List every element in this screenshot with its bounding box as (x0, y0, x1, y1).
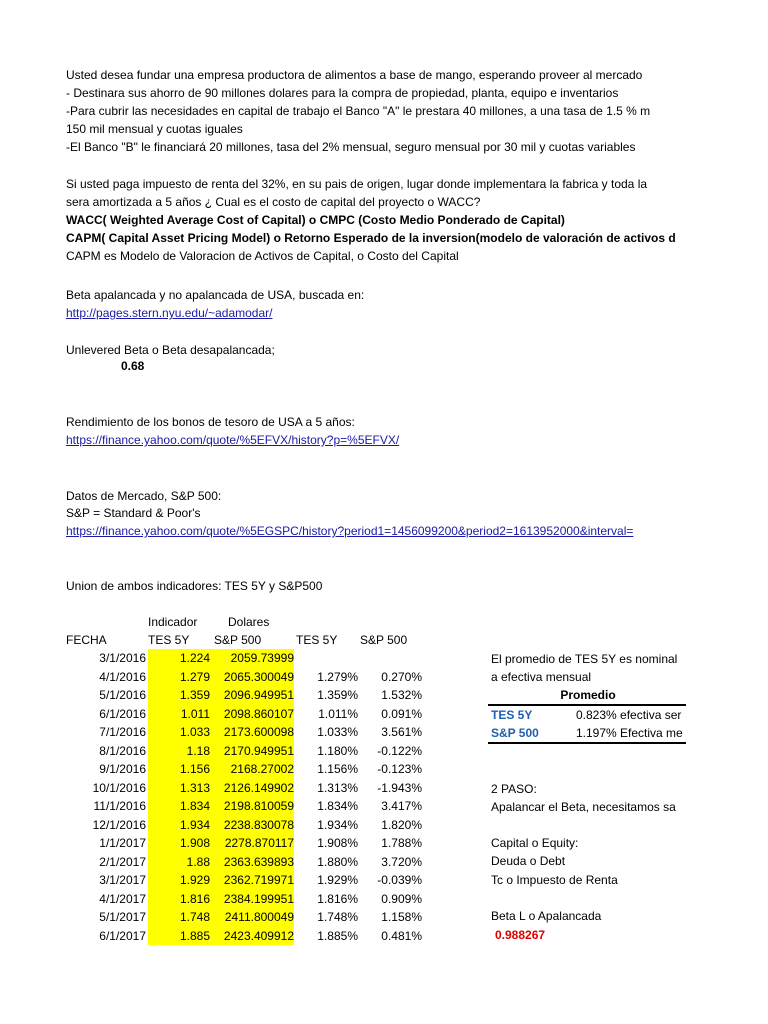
intro-line-5: -El Banco "B" le financiará 20 millones, tasa del 2% mensual, seguro mensual por 30 mil y cuotas variables (66, 140, 636, 154)
beta-levered-label: Beta L o Apalancada (491, 909, 602, 923)
header-fecha: FECHA (66, 633, 107, 647)
cell-tes-pct: 1.033% (317, 725, 358, 739)
intro-line-4: 150 mil mensual y cuotas iguales (66, 122, 243, 136)
cell-tes: 1.934 (179, 818, 210, 832)
beta-heading: Beta apalancada y no apalancada de USA, buscada en: (66, 288, 365, 302)
union-heading: Union de ambos indicadores: TES 5Y y S&P500 (66, 579, 323, 593)
cell-tes: 1.88 (186, 855, 210, 869)
promedio-bottom-border (488, 742, 686, 744)
wacc-definition: WACC( Weighted Average Cost of Capital) o CMPC (Costo Medio Ponderado de Capital) (66, 213, 565, 227)
cell-tes-pct: 1.359% (317, 688, 358, 702)
cell-sp: 2278.870117 (224, 836, 294, 850)
cell-sp: 2059.73999 (230, 651, 294, 665)
cell-date: 10/1/2016 (92, 781, 146, 795)
cell-tes-pct: 1.885% (317, 929, 358, 943)
cell-tes: 1.011 (180, 707, 210, 721)
unlevered-beta-value: 0.68 (121, 359, 145, 373)
cell-sp-pct: 1.820% (381, 818, 422, 832)
cell-sp-pct: -0.122% (377, 744, 422, 758)
cell-tes-pct: 1.880% (317, 855, 358, 869)
intro-line-1: Usted desea fundar una empresa productora de alimentos a base de mango, esperando proveer al mercado (66, 68, 643, 82)
cell-sp-pct: 0.091% (381, 707, 422, 721)
intro-line-3: -Para cubrir las necesidades en capital de trabajo el Banco "A" le prestara 40 millones, a una tasa de 1.5 % m (66, 104, 651, 118)
cell-tes-pct (296, 649, 358, 667)
cell-sp: 2423.409912 (223, 929, 294, 943)
cell-sp: 2411.800049 (224, 910, 294, 924)
header-sp: S&P 500 (214, 633, 262, 647)
cell-tes: 1.033 (179, 725, 210, 739)
cell-tes: 1.834 (179, 799, 210, 813)
cell-tes-pct: 1.934% (317, 818, 358, 832)
apalancar-note: Apalancar el Beta, necesitamos sa (491, 800, 676, 814)
cell-tes: 1.885 (179, 929, 210, 943)
intro-line-6: Si usted paga impuesto de renta del 32%, en su pais de origen, lugar donde implementara la fabrica y toda la (66, 177, 648, 191)
cell-tes: 1.929 (179, 873, 210, 887)
cell-date: 3/1/2017 (99, 873, 146, 887)
cell-date: 12/1/2016 (92, 818, 146, 832)
cell-date: 4/1/2016 (99, 670, 146, 684)
cell-tes: 1.224 (179, 651, 210, 665)
capm-definition: CAPM( Capital Asset Pricing Model) o Retorno Esperado de la inversion(modelo de valoración de activos d (66, 231, 676, 245)
cell-date: 6/1/2017 (99, 929, 146, 943)
cell-tes: 1.816 (179, 892, 210, 906)
unlevered-beta-label: Unlevered Beta o Beta desapalancada; (66, 343, 275, 357)
cell-tes-pct: 1.313% (317, 781, 358, 795)
damodaran-link[interactable]: http://pages.stern.nyu.edu/~adamodar/ (66, 306, 273, 320)
tax-label: Tc o Impuesto de Renta (491, 873, 618, 887)
cell-sp-pct: 3.720% (381, 855, 422, 869)
promedio-tes-value: 0.823% efectiva ser (576, 708, 682, 722)
cell-tes: 1.18 (186, 744, 210, 758)
cell-tes-pct: 1.180% (317, 744, 358, 758)
cell-sp: 2126.149902 (223, 781, 294, 795)
cell-date: 9/1/2016 (99, 762, 146, 776)
cell-sp-pct: -1.943% (377, 781, 422, 795)
cell-tes: 1.279 (179, 670, 210, 684)
cell-tes: 1.359 (179, 688, 210, 702)
cell-sp: 2170.949951 (223, 744, 294, 758)
cell-tes: 1.156 (179, 762, 210, 776)
intro-line-7: sera amortizada a 5 años ¿ Cual es el costo de capital del proyecto o WACC? (66, 195, 481, 209)
header-tes: TES 5Y (148, 633, 190, 647)
cell-date: 11/1/2016 (93, 799, 146, 813)
promedio-tes-label: TES 5Y (491, 708, 533, 722)
intro-line-2: - Destinara sus ahorro de 90 millones dolares para la compra de propiedad, planta, equipo e inventarios (66, 86, 619, 100)
promedio-note-2: a efectiva mensual (491, 670, 592, 684)
promedio-note-1: El promedio de TES 5Y es nominal (491, 652, 678, 666)
header-sp-pct: S&P 500 (360, 633, 408, 647)
cell-sp: 2238.830078 (223, 818, 294, 832)
bonds-heading: Rendimiento de los bonos de tesoro de USA a 5 años: (66, 415, 355, 429)
beta-levered-value: 0.988267 (495, 928, 546, 942)
cell-sp-pct: 1.532% (381, 688, 422, 702)
paso-label: 2 PASO: (491, 782, 537, 796)
capital-label: Capital o Equity: (491, 836, 579, 850)
cell-sp: 2065.300049 (223, 670, 294, 684)
cell-sp-pct: -0.123% (377, 762, 422, 776)
capm-description: CAPM es Modelo de Valoracion de Activos de Capital, o Costo del Capital (66, 249, 459, 263)
cell-sp: 2362.719971 (223, 873, 294, 887)
cell-date: 4/1/2017 (99, 892, 146, 906)
header-dolares: Dolares (228, 615, 270, 629)
cell-sp: 2096.949951 (223, 688, 294, 702)
cell-sp-pct: 0.270% (381, 670, 422, 684)
cell-tes-pct: 1.156% (317, 762, 358, 776)
cell-sp-pct: 1.788% (381, 836, 422, 850)
fvx-link[interactable]: https://finance.yahoo.com/quote/%5EFVX/history?p=%5EFVX/ (66, 433, 400, 447)
cell-sp: 2168.27002 (230, 762, 294, 776)
promedio-sp-label: S&P 500 (491, 726, 539, 740)
cell-tes: 1.748 (179, 910, 210, 924)
cell-sp: 2363.639893 (223, 855, 294, 869)
sp-definition: S&P = Standard & Poor's (66, 506, 201, 520)
cell-date: 5/1/2016 (99, 688, 146, 702)
header-indicador: Indicador (148, 615, 198, 629)
cell-date: 3/1/2016 (99, 651, 146, 665)
header-tes-pct: TES 5Y (296, 633, 338, 647)
cell-sp-pct (360, 649, 422, 667)
cell-sp: 2198.810059 (223, 799, 294, 813)
cell-tes: 1.313 (179, 781, 210, 795)
cell-sp-pct: 3.561% (381, 725, 422, 739)
cell-date: 6/1/2016 (99, 707, 146, 721)
cell-sp-pct: 3.417% (381, 799, 422, 813)
cell-tes-pct: 1.908% (317, 836, 358, 850)
cell-sp-pct: 0.481% (381, 929, 422, 943)
cell-tes-pct: 1.834% (317, 799, 358, 813)
promedio-sp-value: 1.197% Efectiva me (576, 726, 683, 740)
cell-tes: 1.908 (179, 836, 210, 850)
cell-sp-pct: 1.158% (381, 910, 422, 924)
cell-sp-pct: -0.039% (377, 873, 422, 887)
cell-sp: 2098.860107 (223, 707, 294, 721)
gspc-link[interactable]: https://finance.yahoo.com/quote/%5EGSPC/history?period1=1456099200&period2=1613952000&interval= (66, 524, 634, 538)
cell-date: 8/1/2016 (99, 744, 146, 758)
cell-sp: 2384.199951 (223, 892, 294, 906)
cell-tes-pct: 1.748% (317, 910, 358, 924)
cell-tes-pct: 1.279% (317, 670, 358, 684)
cell-date: 7/1/2016 (99, 725, 146, 739)
cell-tes-pct: 1.011% (318, 707, 358, 721)
cell-tes-pct: 1.929% (317, 873, 358, 887)
market-heading: Datos de Mercado, S&P 500: (66, 489, 222, 503)
cell-sp: 2173.600098 (223, 725, 294, 739)
promedio-header: Promedio (560, 688, 616, 702)
cell-date: 5/1/2017 (99, 910, 146, 924)
cell-tes-pct: 1.816% (317, 892, 358, 906)
deuda-label: Deuda o Debt (491, 854, 566, 868)
cell-sp-pct: 0.909% (381, 892, 422, 906)
cell-date: 1/1/2017 (99, 836, 146, 850)
cell-date: 2/1/2017 (99, 855, 146, 869)
